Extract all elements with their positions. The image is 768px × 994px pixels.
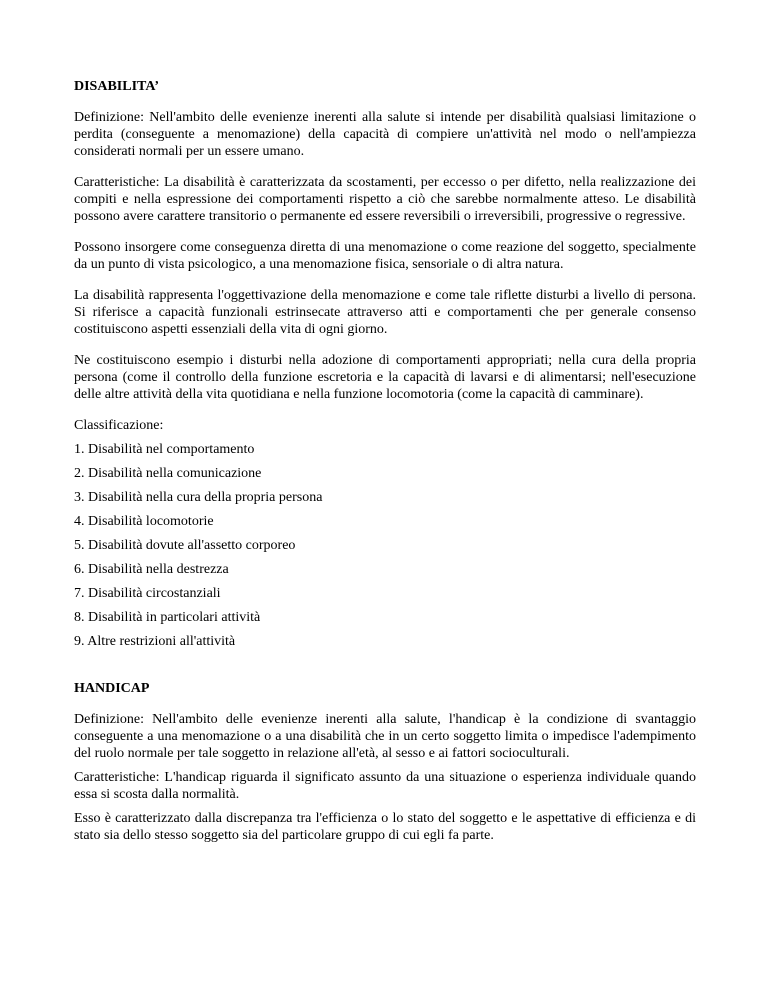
list-item: 5. Disabilità dovute all'assetto corporeo bbox=[74, 538, 296, 553]
list-item: 1. Disabilità nel comportamento bbox=[74, 442, 255, 457]
list-item: 2. Disabilità nella comunicazione bbox=[74, 466, 262, 481]
paragraph-classificazione: Classificazione: bbox=[74, 418, 164, 433]
section-heading-disabilita: DISABILITA’ bbox=[74, 79, 160, 94]
paragraph-insorgenza: Possono insorgere come conseguenza diretta di una menomazione o come reazione del soggetto, specialmente da un punto di vista psicologico, a una menomazione fisica, sensoriale o di altra natura. bbox=[74, 240, 696, 272]
document-page bbox=[74, 78, 696, 858]
list-item: 6. Disabilità nella destrezza bbox=[74, 562, 229, 577]
list-item: 4. Disabilità locomotorie bbox=[74, 514, 214, 529]
paragraph-handicap-caratteristiche: Caratteristiche: L'handicap riguarda il significato assunto da una situazione o esperienza individuale quando essa si scosta dalla normalità. bbox=[74, 770, 696, 802]
section-heading-handicap: HANDICAP bbox=[74, 681, 150, 696]
list-item: 9. Altre restrizioni all'attività bbox=[74, 634, 236, 649]
paragraph-handicap-discrepanza: Esso è caratterizzato dalla discrepanza tra l'efficienza o lo stato del soggetto e le aspettative di efficienza e di stato sia dello stesso soggetto sia del particolare gruppo di cui egli fa parte. bbox=[74, 811, 696, 843]
list-item: 8. Disabilità in particolari attività bbox=[74, 610, 261, 625]
classification-list bbox=[74, 441, 696, 650]
paragraph-caratteristiche: Caratteristiche: La disabilità è caratterizzata da scostamenti, per eccesso o per difetto, nella realizzazione dei compiti e nella espressione dei comportamenti rispetto a ciò che sarebbe normalmente atteso. Le disabilità possono avere carattere transitorio o permanente ed essere reversibili o irreversibili, progressive o regressive. bbox=[74, 175, 696, 224]
list-item: 3. Disabilità nella cura della propria persona bbox=[74, 490, 323, 505]
paragraph-esempi: Ne costituiscono esempio i disturbi nella adozione di comportamenti appropriati; nella cura della propria persona (come il controllo della funzione escretoria e la capacità di lavarsi e di alimentarsi; nell'esecuzione delle altre attività della vita quotidiana e nella funzione locomotoria (come la capacità di camminare). bbox=[74, 353, 696, 402]
paragraph-handicap-definizione: Definizione: Nell'ambito delle evenienze inerenti alla salute, l'handicap è la condizione di svantaggio conseguente a una menomazione o a una disabilità che in un certo soggetto limita o impedisce l'adempimento del ruolo normale per tale soggetto in relazione all'età, al sesso e ai fattori socioculturali. bbox=[74, 712, 696, 761]
paragraph-definizione: Definizione: Nell'ambito delle evenienze inerenti alla salute si intende per disabilità qualsiasi limitazione o perdita (conseguente a menomazione) della capacità di compiere un'attività nel modo o nell'ampiezza considerati normali per un essere umano. bbox=[74, 110, 696, 159]
list-item: 7. Disabilità circostanziali bbox=[74, 586, 221, 601]
paragraph-oggettivazione: La disabilità rappresenta l'oggettivazione della menomazione e come tale riflette disturbi a livello di persona. Si riferisce a capacità funzionali estrinsecate attraverso atti e comportamenti che per generale consenso costituiscono aspetti essenziali della vita di ogni giorno. bbox=[74, 288, 696, 337]
